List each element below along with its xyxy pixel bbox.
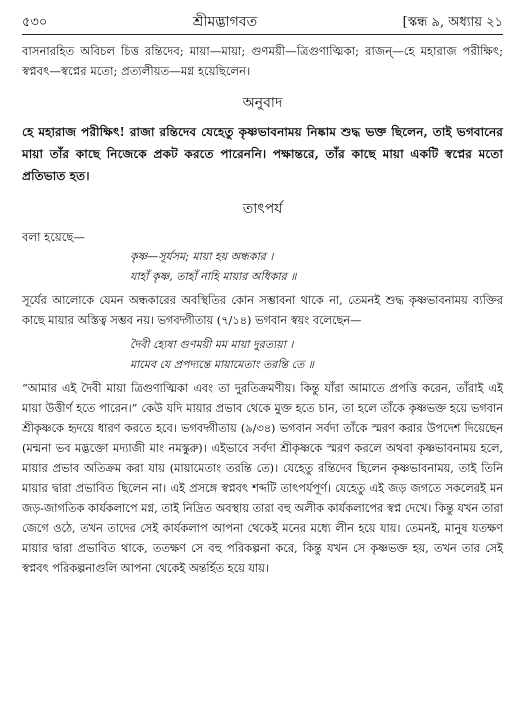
verse-line: দৈবী হ্যেষা গুণময়ী মম মায়া দুরত্যয়া । <box>130 338 294 351</box>
purport-paragraph-1: সূর্যের আলোকে যেমন অন্ধকারের অবস্থিতির কোন সম্ভাবনা থাকে না, তেমনই শুদ্ধ কৃষ্ণভাবনাময় ব্যক্তির কাছে মায়ার অস্তিত্ব সম্ভব নয়। ভগবদ্গীতায় (৭/১৪) ভগবান স্বয়ং বলেছেন— <box>22 294 503 327</box>
verse-line: কৃষ্ণ—সূর্যসম; মায়া হয় অন্ধকার । <box>130 250 274 263</box>
book-title: শ্রীমদ্ভাগবত <box>192 14 258 30</box>
chapter-reference: [স্কন্ধ ৯, অধ্যায় ২১ <box>402 15 503 30</box>
purport-heading: তাৎপর্য <box>242 201 283 217</box>
verse-quote-2 <box>22 335 503 375</box>
header-rule <box>22 34 503 35</box>
word-for-word-synonyms: বাসনারহিত অবিচল চিত্ত রন্তিদেব; মায়া—মায়া; গুণময়ী—ত্রিগুণাত্মিকা; রাজন্—হে মহারাজ পরীক্ষিৎ; স্বপ্নবৎ—স্বপ্নের মতো; প্রত্যলীয়ত—মগ্ন হয়েছিলেন। <box>22 44 503 78</box>
page-header <box>22 10 503 32</box>
verse-line: মামেব যে প্রপদ্যন্তে মায়ামেতাং তরন্তি তে ॥ <box>130 358 315 371</box>
purport-intro: বলা হয়েছে— <box>22 230 85 244</box>
verse-quote-1 <box>22 247 503 287</box>
page-number: ৫৩০ <box>22 15 48 30</box>
translation-text: হে মহারাজ পরীক্ষিৎ! রাজা রন্তিদেব যেহেতু কৃষ্ণভাবনাময় নিষ্কাম শুদ্ধ ভক্ত ছিলেন, তাই ভগবানের মায়া তাঁর কাছে নিজেকে প্রকট করতে পারেননি। পক্ষান্তরে, তাঁর কাছে মায়া একটি স্বপ্নের মতো প্রতিভাত হত। <box>22 125 503 183</box>
purport-paragraph-2: “আমার এই দৈবী মায়া ত্রিগুণাত্মিকা এবং তা দুরতিক্রমণীয়। কিন্তু যাঁরা আমাতে প্রপত্তি করেন, তাঁরাই এই মায়া উত্তীর্ণ হতে পারেন।” কেউ যদি মায়ার প্রভাব থেকে মুক্ত হতে চান, তা হলে তাঁকে কৃষ্ণভক্ত হয়ে ভগবান শ্রীকৃষ্ণকে হৃদয়ে ধারণ করতে হবে। ভগবদ্গীতায় (৯/৩৪) ভগবান সর্বদা তাঁকে স্মরণ করার উপদেশ দিয়েছেন (মন্মনা ভব মদ্ভক্তো মদ্যাজী মাং নমস্কুরু)। এইভাবে সর্বদা শ্রীকৃষ্ণকে স্মরণ করলে অথবা কৃষ্ণভাবনাময় হলে, মায়ার প্রভাব অতিক্রম করা যায় (মায়ামেতাং তরন্তি তে)। যেহেতু রন্তিদেব ছিলেন কৃষ্ণভাবনাময়, তাই তিনি মায়ার দ্বারা প্রভাবিত ছিলেন না। এই প্রসঙ্গে স্বপ্নবৎ শব্দটি তাৎপর্যপূর্ণ। যেহেতু এই জড় জগতে সকলেরই মন জড়-জাগতিক কার্যকলাপে মগ্ন, তাই নিদ্রিত অবস্থায় তারা বহু অলীক কার্যকলাপের স্বপ্ন দেখে। কিন্তু যখন তারা জেগে ওঠে, তখন তাদের সেই কার্যকলাপ আপনা থেকেই মনের মধ্যে লীন হয়ে যায়। তেমনই, মানুষ যতক্ষণ মায়ার দ্বারা প্রভাবিত থাকে, ততক্ষণ সে বহু পরিকল্পনা করে, কিন্তু যখন সে কৃষ্ণভক্ত হয়, তখন তার সেই স্বপ্নবৎ পরিকল্পনাগুলি আপনা থেকেই অন্তর্হিত হয়ে যায়। <box>22 382 503 575</box>
verse-line: যাহাঁ কৃষ্ণ, তাহাঁ নাহি মায়ার অধিকার ॥ <box>130 270 297 283</box>
translation-heading: অনুবাদ <box>242 95 283 111</box>
